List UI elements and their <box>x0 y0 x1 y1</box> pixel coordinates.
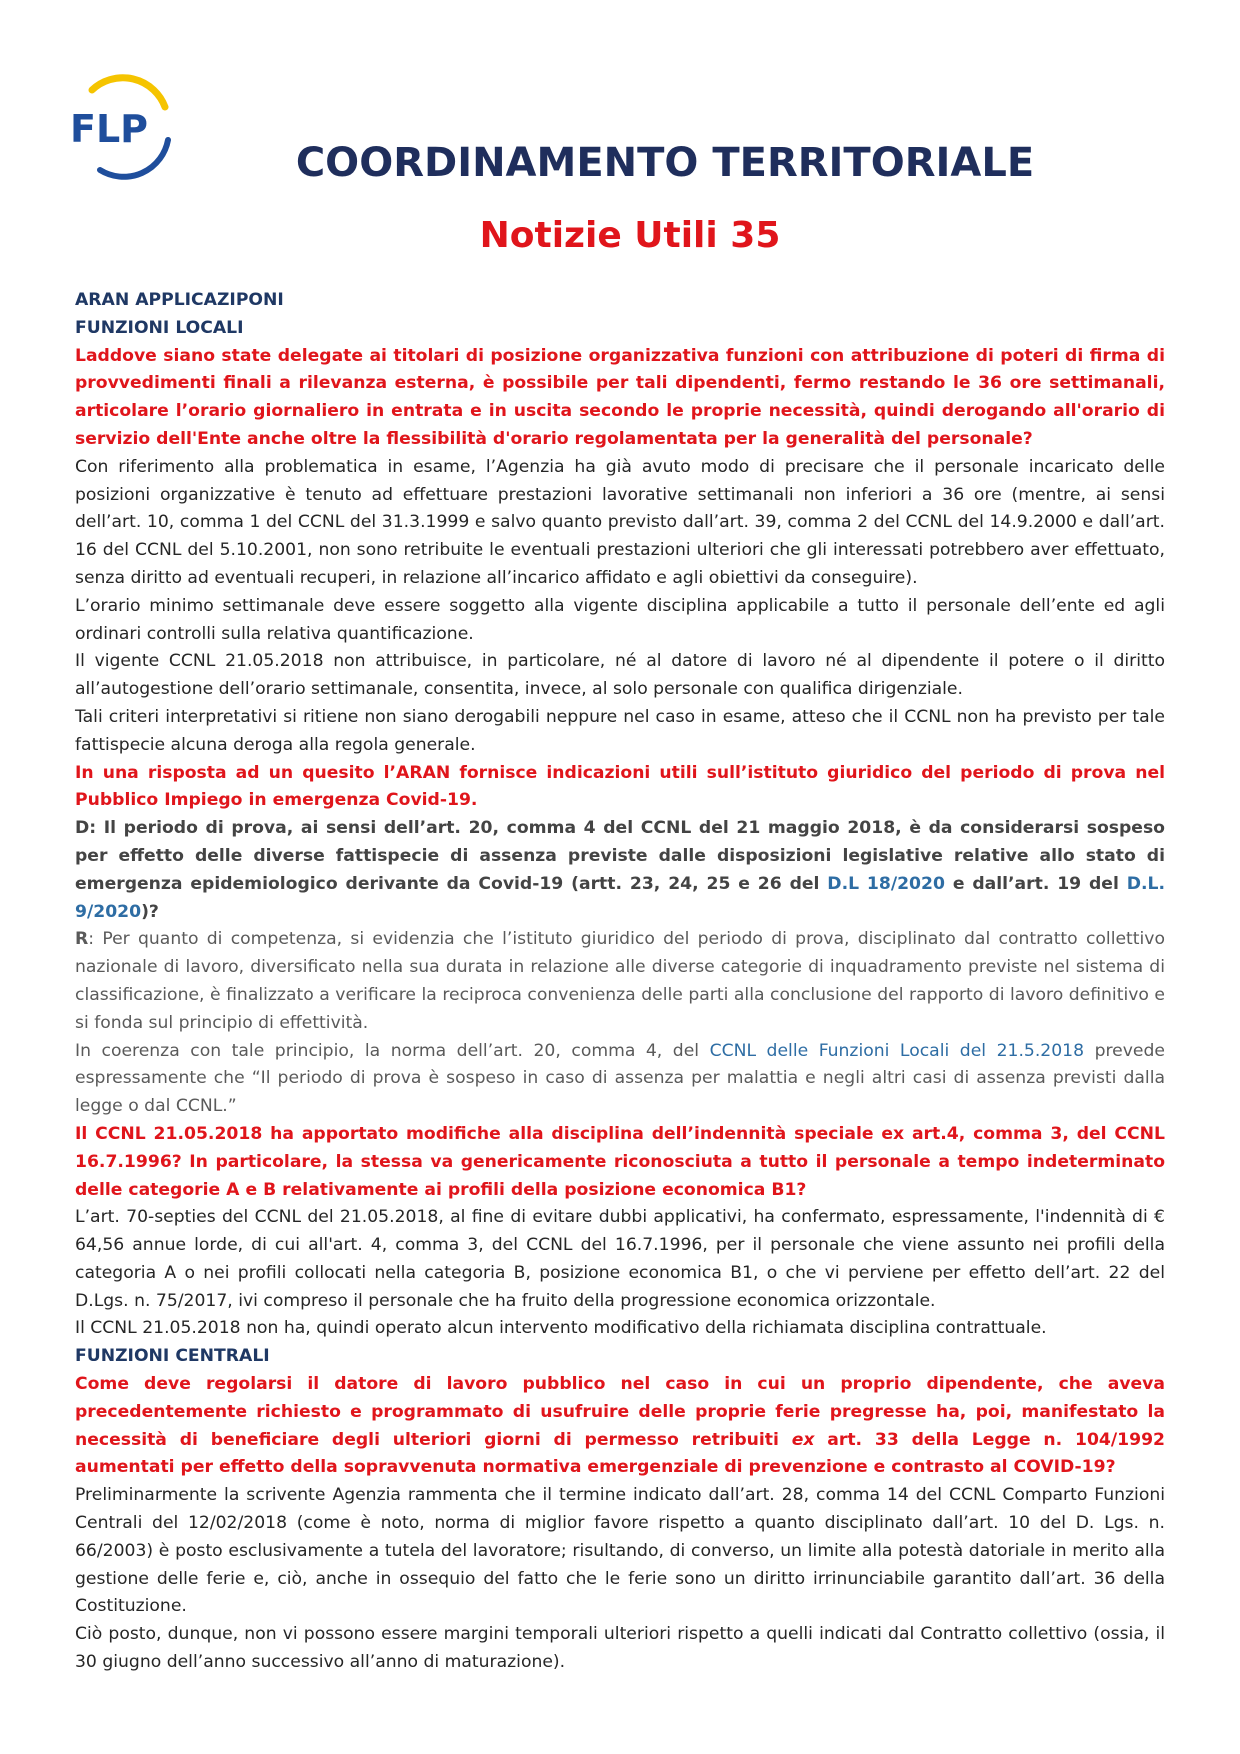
document-body <box>75 287 1165 1677</box>
q-text-ex: ex <box>791 1429 815 1450</box>
answer-paragraph: Tali criteri interpretativi si ritiene non siano derogabili neppure nel caso in esame, atteso che il CCNL non ha previsto per tale fattispecie alcuna deroga alla regola generale. <box>75 706 1165 755</box>
answer-paragraph: Il vigente CCNL 21.05.2018 non attribuisce, in particolare, né al datore di lavoro né al dipendente il potere o il diritto all’autogestione dell’orario settimanale, consentita, invece, al solo personale con qualifica dirigenziale. <box>75 651 1165 700</box>
section-heading-locali: FUNZIONI LOCALI <box>75 317 244 338</box>
section-heading-centrali: FUNZIONI CENTRALI <box>75 1346 270 1367</box>
link-ccnl-funzioni-locali[interactable]: CCNL delle Funzioni Locali del 21.5.2018 <box>709 1040 1085 1061</box>
d-text: )? <box>141 901 159 922</box>
answer-r-paragraph <box>75 1038 1165 1121</box>
r-text: prevede espressamente che “Il periodo di prova è sospeso in caso di assenza per malattia e negli altri casi di assenza previsti dalla legge o dal CCNL.” <box>75 1040 1165 1117</box>
page-subtitle: Notizie Utili 35 <box>479 215 781 256</box>
answer-paragraph: Ciò posto, dunque, non vi possono essere margini temporali ulteriori rispetto a quelli indicati dal Contratto collettivo (ossia, il 30 giugno dell’anno successivo all’anno di maturazione). <box>75 1624 1165 1673</box>
link-dl-9-2020[interactable]: D.L. 9/2020 <box>75 873 1166 922</box>
question-ferie <box>75 1371 1165 1482</box>
link-dl-18-2020[interactable]: D.L 18/2020 <box>827 873 945 894</box>
answer-paragraph: L’art. 70-septies del CCNL del 21.05.2018, al fine di evitare dubbi applicativi, ha confermato, espressamente, l'indennità di € 64,56 annue lorde, di cui all'art. 4, comma 3, del CCNL del 16.7.1996, per il personale che viene assunto nei profili della categoria A o nei profili collocati nella categoria B, posizione economica B1, o che vi perviene per effetto dell’art. 22 del D.Lgs. n. 75/2017, ivi compreso il personale che ha fruito della progressione economica orizzontale. <box>75 1207 1165 1311</box>
answer-paragraph: L’orario minimo settimanale deve essere soggetto alla vigente disciplina applicabile a tutto il personale dell’ente ed agli ordinari controlli sulla relativa quantificazione. <box>75 595 1165 644</box>
section-heading-aran: ARAN APPLICAZIPONI <box>75 290 284 310</box>
logo-text: FLP <box>70 107 149 151</box>
answer-paragraph: Con riferimento alla problematica in esame, l’Agenzia ha già avuto modo di precisare che il personale incaricato delle posizioni organizzative è tenuto ad effettuare prestazioni lavorative settimanali non inferiori a 36 ore (mentre, ai sensi dell’art. 10, comma 1 del CCNL del 31.3.1999 e salvo quanto previsto dall’art. 39, comma 2 del CCNL del 14.9.2000 e dall’art. 16 del CCNL del 5.10.2001, non sono retribuite le eventuali prestazioni ulteriori che gli interessati potrebbero aver effettuato, senza diritto ad eventuali recuperi, in relazione all’incarico affidato e agli obiettivi da conseguire). <box>75 456 1165 588</box>
q-text: art. 33 della Legge n. 104/1992 aumentati per effetto della sopravvenuta normativa emergenziale di prevenzione e contrasto al COVID-19? <box>75 1429 1165 1478</box>
answer-paragraph: Il CCNL 21.05.2018 non ha, quindi operato alcun intervento modificativo della richiamata disciplina contrattuale. <box>75 1318 1047 1339</box>
answer-paragraph: Preliminarmente la scrivente Agenzia rammenta che il termine indicato dall’art. 28, comma 14 del CCNL Comparto Funzioni Centrali del 12/02/2018 (come è noto, norma di miglior favore rispetto a quanto disciplinato dall’art. 10 del D. Lgs. n. 66/2003) è posto esclusivamente a tutela del lavoratore; risultando, di converso, un limite alla potestà datoriale in merito alla gestione delle ferie e, ciò, anche in ossequio del fatto che le ferie sono un diritto irrinunciabile garantito dall’art. 36 della Costituzione. <box>75 1485 1165 1617</box>
question-periodo-prova: In una risposta ad un quesito l’ARAN fornisce indicazioni utili sull’istituto giuridico del periodo di prova nel Pubblico Impiego in emergenza Covid-19. <box>75 762 1165 811</box>
answer-r-paragraph <box>75 926 1165 1037</box>
r-text: : Per quanto di competenza, si evidenzia che l’istituto giuridico del periodo di prova, disciplinato dal contratto collettivo nazionale di lavoro, diversificato nella sua durata in relazione alle diverse categorie di inquadramento previste nel sistema di classificazione, è finalizzato a verificare la reciproca convenienza delle parti alla conclusione del rapporto di lavoro definitivo e si fonda sul principio di effettività. <box>75 929 1165 1033</box>
d-text: D: Il periodo di prova, ai sensi dell’art. 20, comma 4 del CCNL del 21 maggio 2018, è da considerarsi sospeso per effetto delle diverse fattispecie di assenza previste dalle disposizioni legislative relative allo stato di emergenza epidemiologico derivante da Covid-19 (artt. 23, 24, 25 e 26 del <box>75 818 1165 894</box>
question-d-paragraph <box>75 815 1165 926</box>
logo-arc-yellow <box>92 78 165 107</box>
q-text: Come deve regolarsi il datore di lavoro pubblico nel caso in cui un proprio dipendente, che aveva precedentemente richiesto e programmato di usufruire delle proprie ferie pregresse ha, poi, manifestato la necessità di beneficiare degli ulteriori giorni di permesso retribuiti <box>75 1374 1165 1450</box>
page-title: COORDINAMENTO TERRITORIALE <box>295 140 1035 186</box>
d-text: e dall’art. 19 del <box>944 873 1127 894</box>
question-po-orario: Laddove siano state delegate ai titolari di posizione organizzativa funzioni con attribuzione di poteri di firma di provvedimenti finali a rilevanza esterna, è possibile per tali dipendenti, fermo restando le 36 ore settimanali, articolare l’orario giornaliero in entrata e in uscita secondo le proprie necessità, quindi derogando all'orario di servizio dell'Ente anche oltre la flessibilità d'orario regolamentata per la generalità del personale? <box>75 345 1165 449</box>
r-label: R <box>75 929 89 950</box>
question-indennita: Il CCNL 21.05.2018 ha apportato modifiche alla disciplina dell’indennità speciale ex art.4, comma 3, del CCNL 16.7.1996? In particolare, la stessa va genericamente riconosciuta a tutto il personale a tempo indeterminato delle categorie A e B relativamente ai profili della posizione economica B1? <box>75 1123 1165 1200</box>
r-text: In coerenza con tale principio, la norma dell’art. 20, comma 4, del <box>75 1040 710 1061</box>
